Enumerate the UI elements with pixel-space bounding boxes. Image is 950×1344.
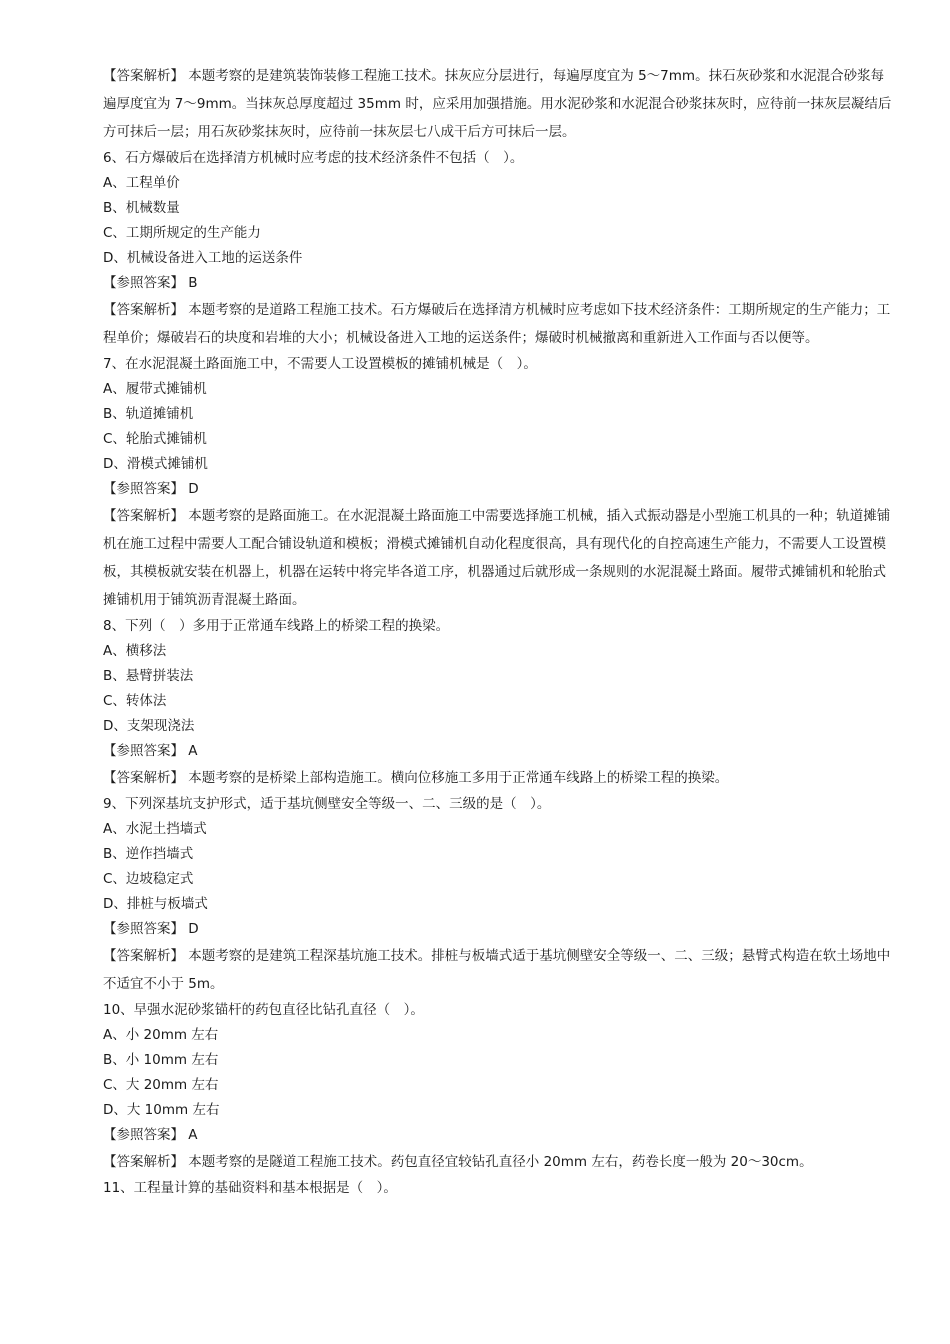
option: A、工程单价 <box>103 175 180 191</box>
question-stem: 10、早强水泥砂浆锚杆的药包直径比钻孔直径（ ）。 <box>103 1002 424 1018</box>
question-block <box>103 792 893 998</box>
explanation-text: 本题考察的是道路工程施工技术。石方爆破后在选择清方机械时应考虑如下技术经济条件：工期所规定的生产能力；工程单价；爆破岩石的块度和岩堆的大小；机械设备进入工地的运送条件；爆破时机械撤离和重新进入工作面与否以便等。 <box>103 302 891 346</box>
option: B、机械数量 <box>103 200 180 216</box>
explanation-label: 【答案解析】 <box>103 302 184 318</box>
option: C、大 20mm 左右 <box>103 1077 219 1093</box>
answer-line <box>103 477 893 502</box>
explanation-paragraph <box>103 1148 893 1176</box>
question-stem: 11、工程量计算的基础资料和基本根据是（ ）。 <box>103 1180 397 1196</box>
explanation-text: 本题考察的是建筑工程深基坑施工技术。排桩与板墙式适于基坑侧壁安全等级一、二、三级；悬臂式构造在软土场地中不适宜不小于 5m。 <box>103 948 891 992</box>
question-block <box>103 998 893 1176</box>
exam-page <box>103 62 893 1201</box>
option: A、横移法 <box>103 643 167 659</box>
explanation-label: 【答案解析】 <box>103 508 184 524</box>
option: B、轨道摊铺机 <box>103 406 194 422</box>
explanation-paragraph <box>103 764 893 792</box>
option: C、转体法 <box>103 693 167 709</box>
answer-value: D <box>188 921 199 937</box>
explanation-text: 本题考察的是隧道工程施工技术。药包直径宜较钻孔直径小 20mm 左右，药卷长度一般为 20～30cm。 <box>188 1154 813 1170</box>
explanation-label: 【答案解析】 <box>103 948 184 964</box>
explanation-paragraph <box>103 296 893 352</box>
option: C、工期所规定的生产能力 <box>103 225 261 241</box>
question-stem: 8、下列（ ）多用于正常通车线路上的桥梁工程的换梁。 <box>103 618 450 634</box>
explanation-text: 本题考察的是路面施工。在水泥混凝土路面施工中需要选择施工机械，插入式振动器是小型施工机具的一种；轨道摊铺机在施工过程中需要人工配合铺设轨道和模板；滑模式摊铺机自动化程度很高，具有现代化的自控高速生产能力，不需要人工设置模板，其模板就安装在机器上，机器在运转中将完毕各道工序，机器通过后就形成一条规则的水泥混凝土路面。履带式摊铺机和轮胎式摊铺机用于铺筑沥青混凝土路面。 <box>103 508 891 608</box>
explanation-text: 本题考察的是桥梁上部构造施工。横向位移施工多用于正常通车线路上的桥梁工程的换梁。 <box>188 770 729 786</box>
option: D、滑模式摊铺机 <box>103 456 208 472</box>
option: A、履带式摊铺机 <box>103 381 207 397</box>
option: D、支架现浇法 <box>103 718 195 734</box>
answer-line <box>103 739 893 764</box>
answer-line <box>103 1123 893 1148</box>
answer-label: 【参照答案】 <box>103 921 184 937</box>
explanation-label: 【答案解析】 <box>103 770 184 786</box>
question-stem: 9、下列深基坑支护形式，适于基坑侧壁安全等级一、二、三级的是（ ）。 <box>103 796 551 812</box>
explanation-paragraph <box>103 62 893 146</box>
answer-label: 【参照答案】 <box>103 743 184 759</box>
question-stem: 6、石方爆破后在选择清方机械时应考虑的技术经济条件不包括（ ）。 <box>103 150 524 166</box>
option: D、大 10mm 左右 <box>103 1102 220 1118</box>
answer-value: B <box>188 275 198 291</box>
answer-label: 【参照答案】 <box>103 275 184 291</box>
answer-label: 【参照答案】 <box>103 1127 184 1143</box>
question-block <box>103 352 893 614</box>
option: A、水泥土挡墙式 <box>103 821 207 837</box>
question-stem: 7、在水泥混凝土路面施工中，不需要人工设置模板的摊铺机械是（ ）。 <box>103 356 537 372</box>
answer-value: A <box>188 743 198 759</box>
explanation-text: 本题考察的是建筑装饰装修工程施工技术。抹灰应分层进行，每遍厚度宜为 5～7mm。抹石灰砂浆和水泥混合砂浆每遍厚度宜为 7～9mm。当抹灰总厚度超过 35mm 时，应采用加强措施。用水泥砂浆和水泥混合砂浆抹灰时，应待前一抹灰层凝结后方可抹后一层；用石灰砂浆抹灰时，应待前一抹灰层七八成干后方可抹后一层。 <box>103 68 892 140</box>
option: D、排桩与板墙式 <box>103 896 208 912</box>
explanation-paragraph <box>103 502 893 614</box>
option: B、悬臂拼装法 <box>103 668 194 684</box>
option: C、边坡稳定式 <box>103 871 194 887</box>
option: B、逆作挡墙式 <box>103 846 194 862</box>
explanation-label: 【答案解析】 <box>103 1154 184 1170</box>
answer-value: A <box>188 1127 198 1143</box>
option: C、轮胎式摊铺机 <box>103 431 207 447</box>
answer-value: D <box>188 481 199 497</box>
answer-line <box>103 917 893 942</box>
explanation-label: 【答案解析】 <box>103 68 184 84</box>
answer-label: 【参照答案】 <box>103 481 184 497</box>
option: A、小 20mm 左右 <box>103 1027 219 1043</box>
option: B、小 10mm 左右 <box>103 1052 219 1068</box>
question-block <box>103 1176 893 1201</box>
answer-line <box>103 271 893 296</box>
question-block <box>103 614 893 792</box>
question-block <box>103 146 893 352</box>
option: D、机械设备进入工地的运送条件 <box>103 250 303 266</box>
explanation-paragraph <box>103 942 893 998</box>
